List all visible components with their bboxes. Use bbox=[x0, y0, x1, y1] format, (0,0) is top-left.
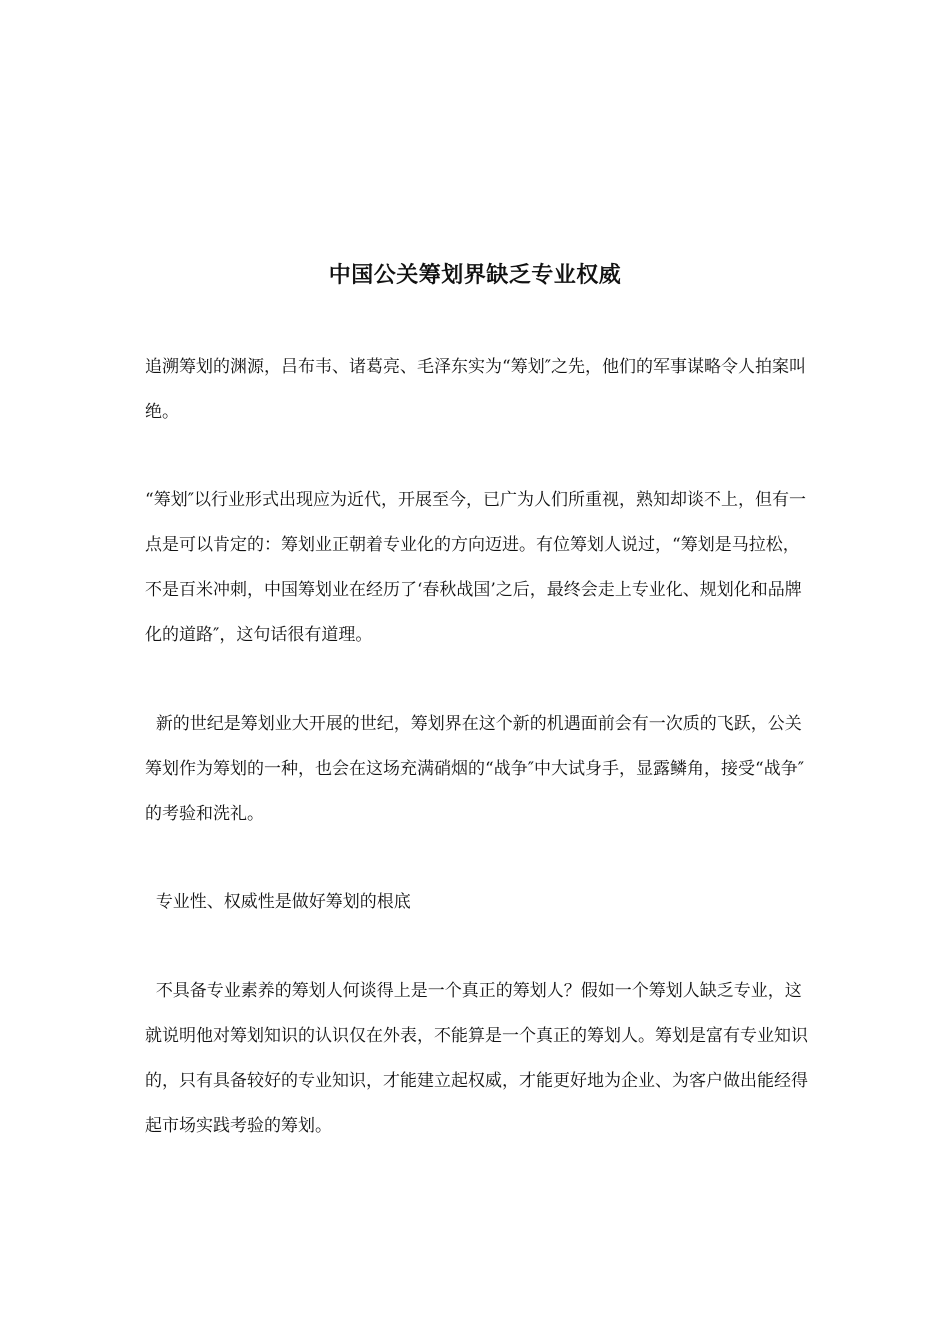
section-heading: 专业性、权威性是做好筹划的根底 bbox=[145, 892, 411, 912]
paragraph-new-century: 新的世纪是筹划业大开展的世纪，筹划界在这个新的机遇面前会有一次质的飞跃，公关筹划作为筹划的一种，也会在这场充满硝烟的“战争″中大试身手，显露鳞角，接受“战争″的考验和洗礼。 bbox=[145, 714, 805, 824]
paragraph-industry-development: “筹划″以行业形式出现应为近代，开展至今，已广为人们所重视，熟知却谈不上，但有一点是可以肯定的：筹划业正朝着专业化的方向迈进。有位筹划人说过，“筹划是马拉松，不是百米冲刺，中国筹划业在经历了‘春秋战国’之后，最终会走上专业化、规划化和品牌化的道路″，这句话很有道理。 bbox=[145, 490, 807, 645]
document-title: 中国公关筹划界缺乏专业权威 bbox=[328, 263, 622, 288]
paragraph-professionalism: 不具备专业素养的筹划人何谈得上是一个真正的筹划人？假如一个筹划人缺乏专业，这就说明他对筹划知识的认识仅在外表，不能算是一个真正的筹划人。筹划是富有专业知识的，只有具备较好的专业知识，才能建立起权威，才能更好地为企业、为客户做出能经得起市场实践考验的筹划。 bbox=[145, 981, 808, 1136]
paragraph-origins: 追溯筹划的渊源，吕布韦、诸葛亮、毛泽东实为“筹划″之先，他们的军事谋略令人拍案叫绝。 bbox=[145, 357, 807, 422]
